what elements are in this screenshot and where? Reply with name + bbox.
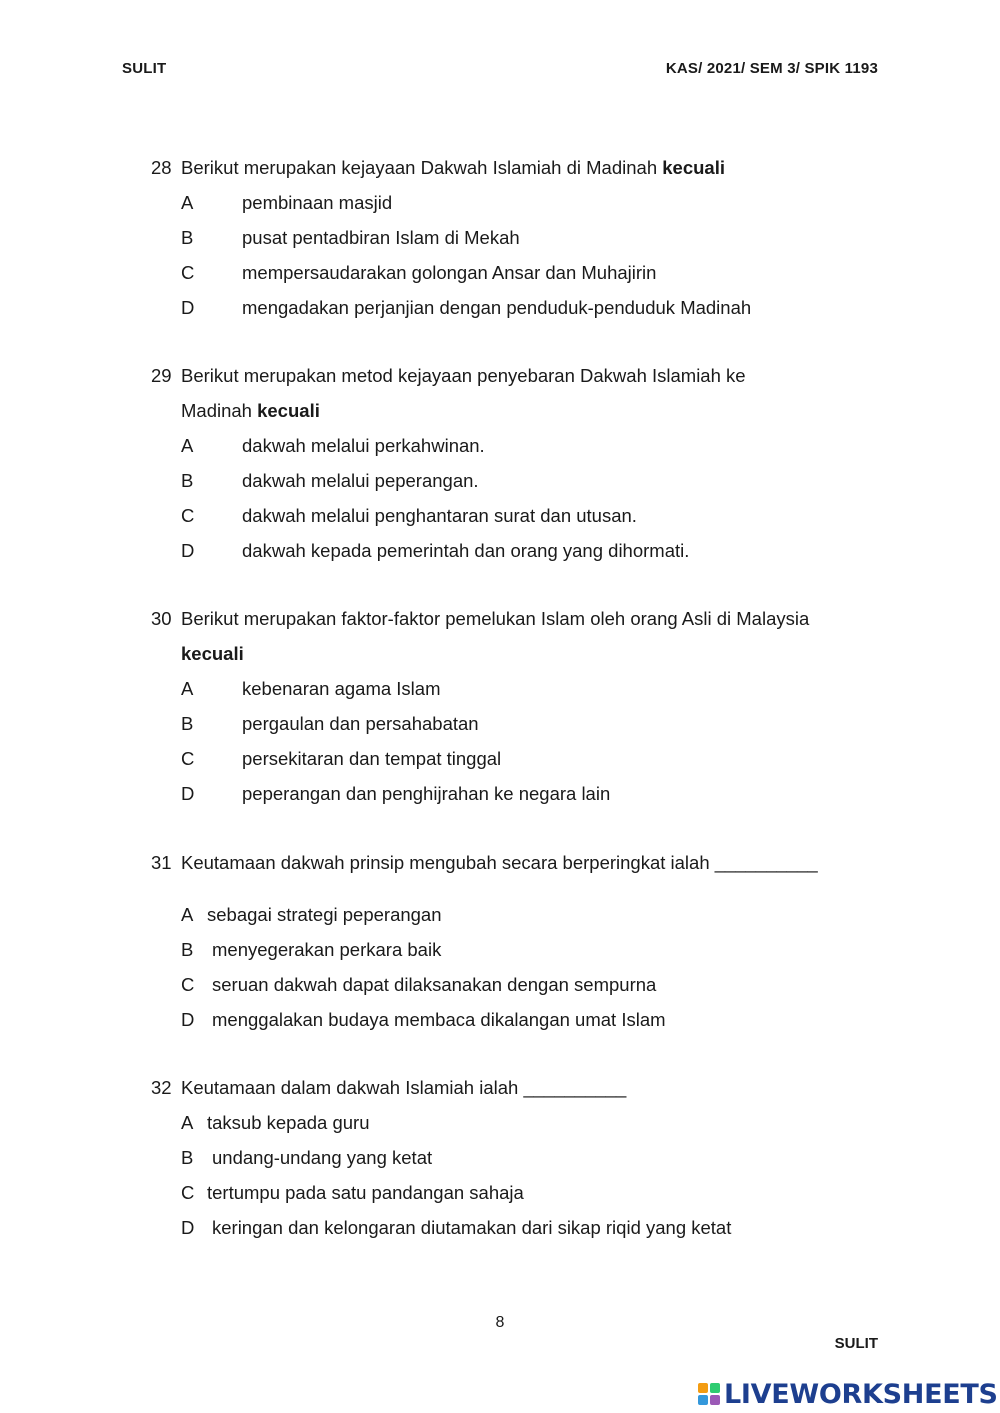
header-exam-code: KAS/ 2021/ SEM 3/ SPIK 1193 bbox=[665, 60, 878, 77]
option-b[interactable]: B pergaulan dan persahabatan bbox=[181, 713, 479, 734]
question-emphasis: kecuali bbox=[662, 157, 726, 178]
question-number: 32 bbox=[151, 1077, 172, 1098]
question-stem: Berikut merupakan kejayaan Dakwah Islamiah di Madinah bbox=[181, 157, 658, 178]
liveworksheets-logo-icon bbox=[698, 1383, 720, 1405]
option-d[interactable]: D menggalakan budaya membaca dikalangan umat Islam bbox=[181, 1009, 666, 1030]
question-number: 31 bbox=[151, 852, 172, 873]
liveworksheets-brand[interactable] bbox=[698, 1379, 998, 1409]
option-d[interactable]: D keringan dan kelongaran diutamakan dari sikap riqid yang ketat bbox=[181, 1217, 732, 1238]
question-30 bbox=[151, 601, 879, 811]
option-c[interactable]: C tertumpu pada satu pandangan sahaja bbox=[181, 1182, 524, 1203]
option-a[interactable]: A kebenaran agama Islam bbox=[181, 678, 441, 699]
option-a[interactable]: A pembinaan masjid bbox=[181, 192, 393, 213]
question-stem: Keutamaan dalam dakwah Islamiah ialah __________ bbox=[181, 1077, 627, 1098]
option-b[interactable]: B undang-undang yang ketat bbox=[181, 1147, 433, 1168]
option-a[interactable]: A dakwah melalui perkahwinan. bbox=[181, 435, 485, 456]
option-b[interactable]: B pusat pentadbiran Islam di Mekah bbox=[181, 227, 520, 248]
option-c[interactable]: C dakwah melalui penghantaran surat dan utusan. bbox=[181, 505, 637, 526]
option-d[interactable]: D peperangan dan penghijrahan ke negara lain bbox=[181, 783, 611, 804]
option-c[interactable]: C seruan dakwah dapat dilaksanakan dengan sempurna bbox=[181, 974, 657, 995]
question-number: 28 bbox=[151, 157, 172, 178]
option-a[interactable]: A taksub kepada guru bbox=[181, 1112, 370, 1133]
question-number: 29 bbox=[151, 365, 172, 386]
question-stem: Keutamaan dakwah prinsip mengubah secara berperingkat ialah __________ bbox=[181, 852, 818, 873]
page-number: 8 bbox=[495, 1314, 505, 1331]
question-emphasis: kecuali bbox=[181, 643, 244, 664]
question-emphasis: kecuali bbox=[257, 400, 320, 421]
header-classification: SULIT bbox=[122, 60, 167, 77]
option-c[interactable]: C persekitaran dan tempat tinggal bbox=[181, 748, 502, 769]
question-31 bbox=[151, 845, 879, 1037]
question-stem-continued: Madinah bbox=[181, 400, 252, 421]
footer-classification: SULIT bbox=[834, 1335, 878, 1352]
question-stem: Berikut merupakan metod kejayaan penyebaran Dakwah Islamiah ke bbox=[181, 365, 746, 386]
question-32 bbox=[151, 1070, 879, 1245]
option-b[interactable]: B menyegerakan perkara baik bbox=[181, 939, 442, 960]
option-c[interactable]: C mempersaudarakan golongan Ansar dan Muhajirin bbox=[181, 262, 657, 283]
option-d[interactable]: D dakwah kepada pemerintah dan orang yang dihormati. bbox=[181, 540, 690, 561]
question-stem: Berikut merupakan faktor-faktor pemelukan Islam oleh orang Asli di Malaysia bbox=[181, 608, 810, 629]
brand-name: LIVEWORKSHEETS bbox=[724, 1378, 998, 1410]
question-29 bbox=[151, 358, 879, 568]
option-a[interactable]: A sebagai strategi peperangan bbox=[181, 904, 442, 925]
option-d[interactable]: D mengadakan perjanjian dengan penduduk-penduduk Madinah bbox=[181, 297, 752, 318]
question-number: 30 bbox=[151, 608, 172, 629]
question-28 bbox=[151, 150, 879, 325]
option-b[interactable]: B dakwah melalui peperangan. bbox=[181, 470, 479, 491]
